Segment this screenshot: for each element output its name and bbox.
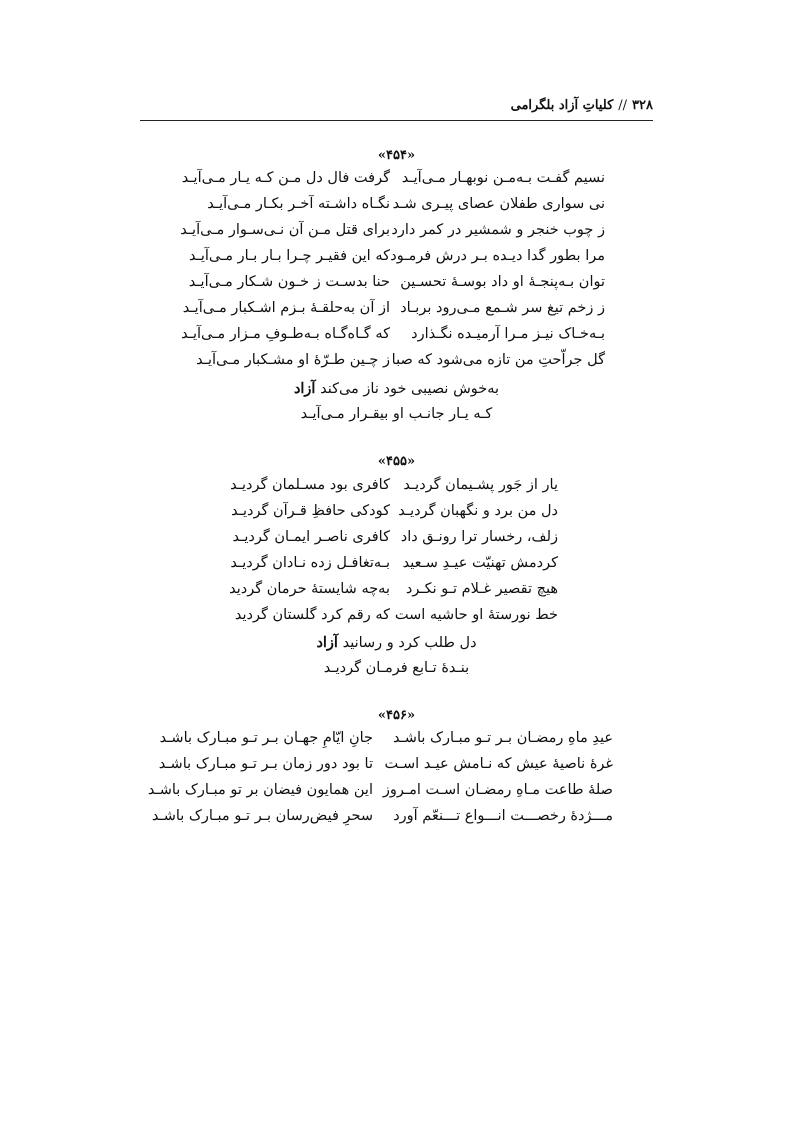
verse-left: ز چـین طـرّهٔ او مشـکبار مـی‌آیـد (196, 352, 390, 368)
pen-name: آزاد (316, 634, 338, 651)
verse-left: کافری بود مسـلمان گردیـد (230, 477, 390, 493)
verse-right: نی سواری طفلان عصای پیـری شـد (392, 196, 605, 212)
verse-right: بـه‌خـاک نیـز مـرا آرمیـده نگـذارد (411, 326, 605, 342)
verse-left: حنا بدسـت ز خـون شـکار مـی‌آیـد (188, 274, 390, 290)
running-header (511, 98, 653, 113)
verse-left: نگـاه داشـته آخـر بکـار مـی‌آیـد (207, 196, 390, 212)
verse-left: که گـاه‌گـاه بـه‌طـوفِ مـزار مـی‌آیـد (181, 326, 390, 342)
verse-right: مـــژدهٔ رخصـــت انـــواع تـــنعّم آورد (393, 808, 613, 824)
verse-left: جانِ ایّامِ جهـان بـر تـو مبـارک باشـد (159, 730, 373, 746)
closing-verse (0, 380, 793, 397)
header-rule (140, 120, 653, 121)
closing-text: کـه یـار جانـب او بیقـرار مـی‌آیـد (300, 406, 493, 422)
verse-left: کافری ناصـر ایمـان گردیـد (232, 529, 390, 545)
pen-name: آزاد (293, 380, 316, 397)
verse-right: صلهٔ طاعت مـاهِ رمضـان اسـت امـروز (382, 782, 613, 798)
verse-right: توان بـه‌پنجـهٔ او داد بوسـهٔ تحسـین (400, 274, 605, 290)
verse-right: مرا بطور گدا دیـده بـر درش فرمـود (390, 248, 605, 264)
verse-right: ز چوب خنجر و شمشیر در کمر دارد (391, 222, 605, 238)
verse-right: نسیم گفـت بـه‌مـن نوبهـار مـی‌آیـد (401, 170, 605, 186)
verse-left: کودکی حافظِ قـرآن گردیـد (231, 503, 390, 519)
verse-right: هیچ تقصیر غـلام تـو نکـرد (405, 581, 558, 597)
poem-number: «۴۵۶» (377, 708, 416, 723)
verse-left: سحرِ فیض‌رسان بـر تـو مبـارک باشـد (151, 808, 373, 824)
verse-right: ز زخم تیغ سر شـمع مـی‌رود بربـاد (400, 300, 605, 316)
poem-number: «۴۵۵» (377, 454, 416, 469)
verse-left: تا بود دور زمان بـر تـو مبـارک باشـد (158, 756, 373, 772)
verse-left: بـه‌تغافـل زده نـادان گردیـد (230, 555, 390, 571)
verse-left: گرفت فال دل مـن کـه یـار مـی‌آیـد (181, 170, 390, 186)
verse-left: که رقم کرد گلستان گردید (234, 607, 390, 623)
verse-right: خط نورستهٔ او حاشیه است (394, 607, 558, 623)
verse-right: کردمش تهنیّت عیـدِ سـعید (402, 555, 558, 571)
closing-verse (0, 406, 793, 422)
closing-text: بنـدهٔ تـابع فرمـان گردیـد (323, 660, 470, 676)
closing-verse (0, 660, 793, 676)
verse-left: این همایون فیضان بر تو مبـارک باشـد (147, 782, 373, 798)
verse-left: از آن به‌حلقـهٔ بـزم اشـکبار مـی‌آیـد (182, 300, 390, 316)
closing-verse (0, 634, 793, 651)
verse-right: عیدِ ماهِ رمضـان بـر تـو مبـارک باشـد (392, 730, 613, 746)
verse-right: دل من برد و نگهبان گردیـد (398, 503, 558, 519)
verse-right: یار از جَور پشـیمان گردیـد (403, 477, 558, 493)
verse-right: غرهٔ ناصیهٔ عیش که نـامش عیـد اسـت (384, 756, 613, 772)
page-number: ۳۲۸ (632, 98, 653, 113)
header-separator: // (618, 98, 628, 113)
verse-left: که این فقیـر چـرا بـار بـار مـی‌آیـد (189, 248, 390, 264)
verse-left: به‌چه شایستهٔ حرمان گردید (229, 581, 390, 597)
verse-right: زلف، رخسار ترا رونـق داد (400, 529, 558, 545)
verse-right: گل جراّحتِ من تازه می‌شود که صبا (391, 352, 605, 368)
closing-text: به‌خوش نصیبی خود ناز می‌کند (315, 381, 500, 397)
closing-text: دل طلب کرد و رسانید (337, 635, 477, 651)
poem-number: «۴۵۴» (377, 148, 416, 163)
book-title: کلیاتِ آزاد بلگرامی (510, 98, 614, 113)
verse-left: برای قتل مـن آن نـی‌سـوار مـی‌آیـد (180, 222, 390, 238)
